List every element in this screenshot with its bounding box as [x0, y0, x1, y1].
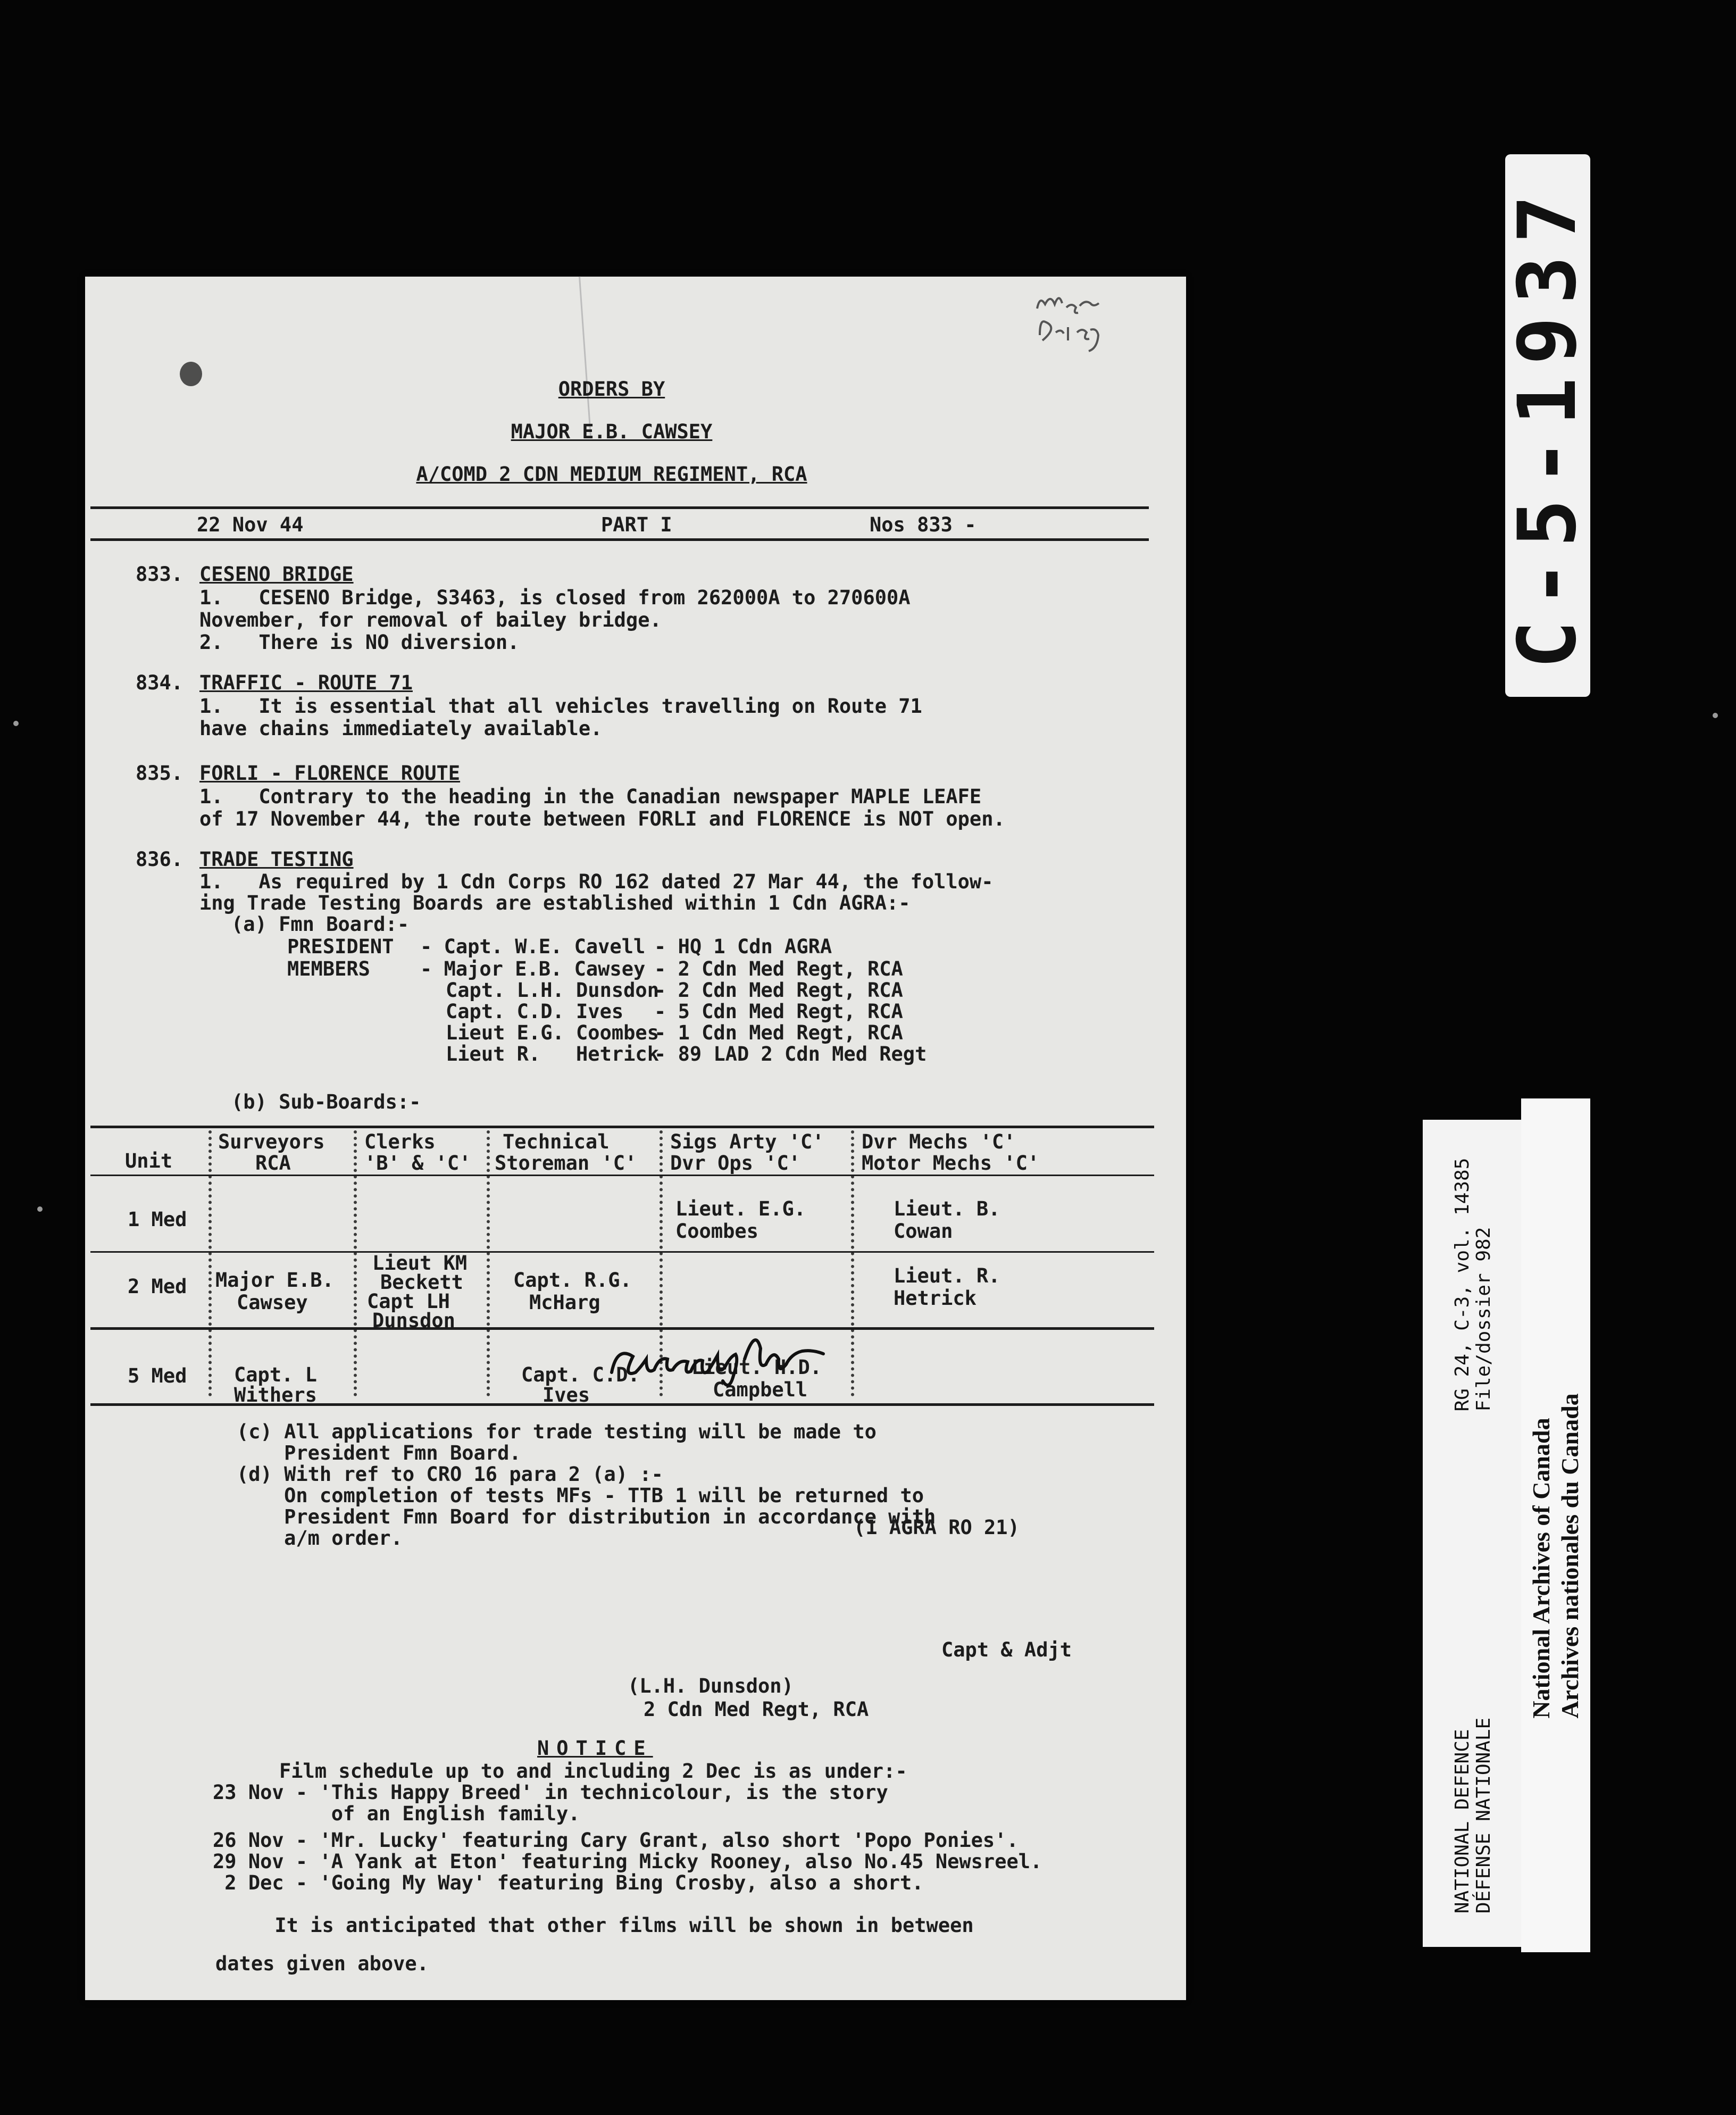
- table-header-surveyors: Surveyors: [218, 1130, 325, 1153]
- order-heading: TRADE TESTING: [199, 848, 354, 871]
- table-cell: Capt. L: [234, 1363, 317, 1386]
- order-line: 1. It is essential that all vehicles travelling on Route 71: [199, 695, 922, 718]
- board-name: Lieut R. Hetrick: [446, 1043, 659, 1065]
- signature-title: Capt & Adjt: [941, 1638, 1072, 1661]
- notice-entry: 29 Nov - 'A Yank at Eton' featuring Micky Rooney, also No.45 Newsreel.: [213, 1850, 1042, 1873]
- table-cell: Cawsey: [237, 1291, 308, 1314]
- title-orders-by: ORDERS BY: [558, 378, 665, 401]
- scan-speck: [1713, 713, 1718, 718]
- handwritten-war-diary-note: [1026, 287, 1117, 367]
- table-cell: Hetrick: [894, 1287, 976, 1310]
- order-number: 836.: [136, 848, 183, 871]
- table-cell: Cowan: [894, 1220, 953, 1243]
- order-number: 834.: [136, 671, 183, 694]
- table-cell: Lieut. B.: [894, 1197, 1000, 1220]
- order-heading: TRAFFIC - ROUTE 71: [199, 671, 413, 694]
- note-line: On completion of tests MFs - TTB 1 will be returned to: [237, 1484, 924, 1507]
- table-cell: Coombes: [675, 1220, 758, 1243]
- column-separator: [851, 1130, 857, 1396]
- order-number: 833.: [136, 563, 183, 586]
- board-unit: - 2 Cdn Med Regt, RCA: [654, 979, 903, 1002]
- title-major: MAJOR E.B. CAWSEY: [511, 420, 713, 443]
- board-unit: - HQ 1 Cdn AGRA: [654, 935, 832, 958]
- notice-intro: Film schedule up to and including 2 Dec is as under:-: [279, 1760, 907, 1783]
- note-line: (d) With ref to CRO 16 para 2 (a) :-: [237, 1463, 663, 1486]
- table-cell: Capt LH: [367, 1290, 450, 1313]
- column-separator: [354, 1130, 360, 1396]
- institution-label: National Archives of Canada Archives nationales du Canada: [1528, 1393, 1583, 1719]
- board-role: PRESIDENT: [287, 935, 394, 958]
- board-name: Lieut E.G. Coombes: [446, 1021, 659, 1044]
- notice-entry: of an English family.: [213, 1802, 580, 1825]
- order-line: have chains immediately available.: [199, 717, 603, 740]
- scan-speck: [37, 1206, 43, 1212]
- scan-speck: [13, 721, 19, 726]
- table-header-technical-sub: Storeman 'C': [495, 1152, 637, 1175]
- table-rule-header: [90, 1175, 1154, 1176]
- note-line: (c) All applications for trade testing will be made to: [237, 1420, 877, 1443]
- board-unit: - 1 Cdn Med Regt, RCA: [654, 1021, 903, 1044]
- note-line: a/m order.: [237, 1527, 403, 1550]
- notice-closing: It is anticipated that other films will be shown in between: [215, 1914, 974, 1937]
- board-role: MEMBERS: [287, 957, 370, 980]
- order-line: November, for removal of bailey bridge.: [199, 609, 662, 631]
- notice-entry: 23 Nov - 'This Happy Breed' in technicolour, is the story: [213, 1781, 888, 1804]
- order-line: 1. As required by 1 Cdn Corps RO 162 dated 27 Mar 44, the follow-: [199, 870, 994, 893]
- table-header-mechs: Dvr Mechs 'C': [862, 1130, 1016, 1153]
- table-row-unit: 2 Med: [128, 1275, 187, 1298]
- table-cell: Ives: [542, 1384, 590, 1406]
- notice-heading: NOTICE: [537, 1737, 653, 1760]
- header-nos: Nos 833 -: [870, 513, 976, 536]
- order-line: ing Trade Testing Boards are established within 1 Cdn AGRA:-: [199, 892, 911, 914]
- notice-entry: 2 Dec - 'Going My Way' featuring Bing Crosby, also a short.: [213, 1871, 924, 1894]
- table-cell: Lieut. R.: [894, 1264, 1000, 1287]
- signature-unit: 2 Cdn Med Regt, RCA: [644, 1698, 869, 1721]
- sub-boards-label: (b) Sub-Boards:-: [231, 1090, 421, 1113]
- archive-frame-number: C-5-1937: [1505, 154, 1590, 697]
- table-cell: McHarg: [529, 1291, 600, 1314]
- board-unit: - 89 LAD 2 Cdn Med Regt: [654, 1043, 927, 1065]
- column-separator: [487, 1130, 493, 1396]
- table-cell: Withers: [234, 1384, 317, 1406]
- table-header-technical: Technical: [503, 1130, 610, 1153]
- table-header-sigs-sub: Dvr Ops 'C': [670, 1152, 801, 1175]
- order-heading: CESENO BRIDGE: [199, 563, 354, 586]
- board-unit: - 2 Cdn Med Regt, RCA: [654, 957, 903, 980]
- table-rule-top: [90, 1126, 1154, 1128]
- table-cell: Major E.B.: [215, 1269, 334, 1292]
- order-line: 2. There is NO diversion.: [199, 631, 520, 654]
- table-header-clerks: Clerks: [364, 1130, 436, 1153]
- order-line: (a) Fmn Board:-: [231, 913, 410, 936]
- table-header-unit: Unit: [125, 1150, 173, 1172]
- table-cell: Lieut. E.G.: [675, 1197, 806, 1220]
- order-line: 1. CESENO Bridge, S3463, is closed from 262000A to 270600A: [199, 586, 911, 609]
- table-cell: Lieut KM: [372, 1252, 468, 1275]
- document-page: [85, 277, 1186, 2000]
- department-label: NATIONAL DEFENCE DÉFENSE NATIONALE: [1451, 1717, 1495, 1913]
- table-cell: Lieut. H.D.: [691, 1356, 822, 1379]
- notice-closing: dates given above.: [215, 1952, 429, 1975]
- note-line: President Fmn Board for distribution in accordance with: [237, 1505, 936, 1528]
- table-cell: Capt. R.G.: [513, 1269, 632, 1292]
- header-date: 22 Nov 44: [197, 513, 304, 536]
- handwritten-signature: [596, 1319, 851, 1394]
- board-name: - Capt. W.E. Cavell: [420, 935, 646, 958]
- table-cell: Beckett: [380, 1271, 463, 1294]
- board-unit: - 5 Cdn Med Regt, RCA: [654, 1000, 903, 1023]
- table-header-clerks-sub: 'B' & 'C': [364, 1152, 471, 1175]
- order-line: 1. Contrary to the heading in the Canadian newspaper MAPLE LEAFE: [199, 785, 982, 808]
- board-name: Capt. L.H. Dunsdon: [446, 979, 659, 1002]
- column-separator: [208, 1130, 215, 1396]
- paper-fold-line: [579, 277, 591, 436]
- table-row-unit: 1 Med: [128, 1208, 187, 1231]
- board-name: - Major E.B. Cawsey: [420, 957, 646, 980]
- archive-reference-stamp: [1423, 1120, 1524, 1947]
- title-regiment: A/COMD 2 CDN MEDIUM REGIMENT, RCA: [416, 463, 807, 486]
- table-header-surveyors-sub: RCA: [255, 1152, 291, 1175]
- signature-name: (L.H. Dunsdon): [628, 1675, 794, 1697]
- header-part: PART I: [601, 513, 672, 536]
- national-archives-stamp: [1521, 1098, 1590, 1952]
- header-rule-top: [90, 506, 1149, 509]
- table-cell: Campbell: [713, 1378, 808, 1401]
- note-line: President Fmn Board.: [237, 1442, 521, 1464]
- table-header-mechs-sub: Motor Mechs 'C': [862, 1152, 1040, 1175]
- notice-entry: 26 Nov - 'Mr. Lucky' featuring Cary Grant, also short 'Popo Ponies'.: [213, 1829, 1019, 1852]
- reference-ro: (1 AGRA RO 21): [854, 1516, 1020, 1539]
- table-rule-row: [90, 1251, 1154, 1253]
- order-number: 835.: [136, 762, 183, 785]
- table-header-sigs: Sigs Arty 'C': [670, 1130, 824, 1153]
- header-rule-bottom: [90, 538, 1149, 541]
- board-name: Capt. C.D. Ives: [446, 1000, 624, 1023]
- table-cell: Capt. C.D.: [521, 1363, 640, 1386]
- table-row-unit: 5 Med: [128, 1364, 187, 1387]
- table-cell: Dunsdon: [372, 1309, 455, 1332]
- order-line: of 17 November 44, the route between FORLI and FLORENCE is NOT open.: [199, 807, 1005, 830]
- order-heading: FORLI - FLORENCE ROUTE: [199, 762, 461, 785]
- archive-reference: RG 24, C-3, vol. 14385 File/dossier 982: [1451, 1158, 1495, 1412]
